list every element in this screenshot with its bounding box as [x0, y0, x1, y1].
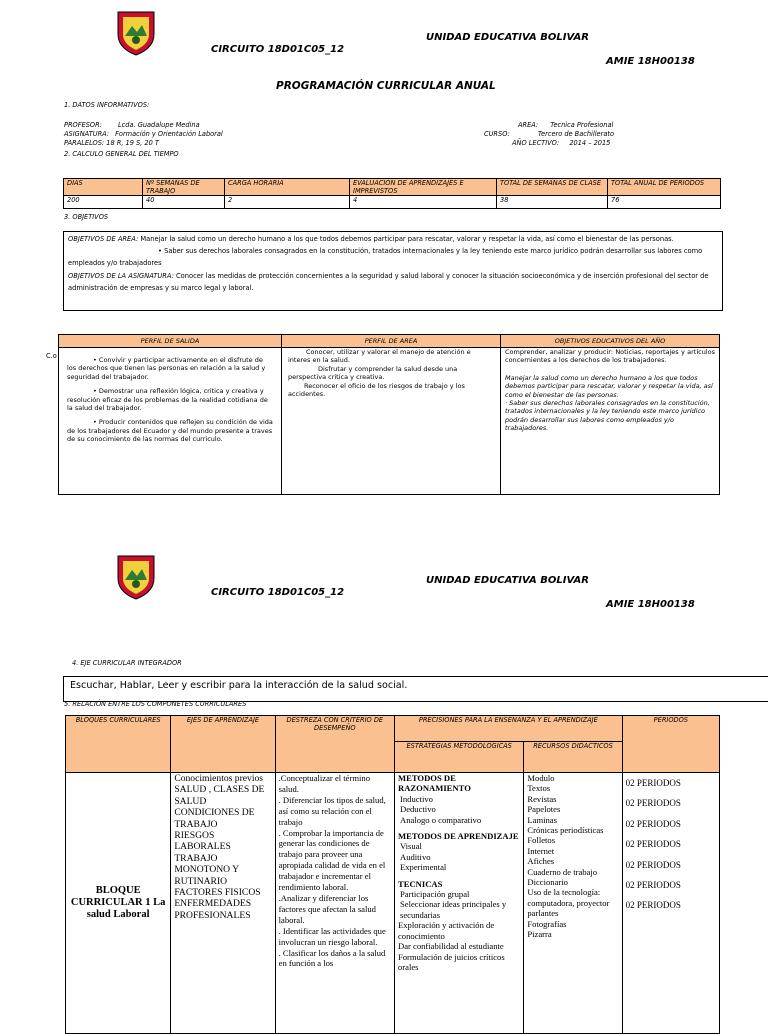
- perfil-area-item: Disfrutar y comprender la salud desde una perspectiva critica y creativa.: [288, 364, 458, 382]
- periodo-item: 02 PERIODOS: [625, 778, 681, 788]
- objetivos-content: [64, 232, 722, 295]
- destreza-cell: [275, 773, 394, 1034]
- perfil-header: PERFIL DE SALIDA: [59, 335, 282, 348]
- estrategia-item: Exploración y activación de conocimiento: [397, 920, 495, 941]
- estrategia-heading: TECNICAS: [397, 878, 443, 889]
- estrategia-item: Analogo o comparativo: [399, 814, 482, 825]
- section5-heading: 5. RELACIÓN ENTRE LOS COMPONETES CURRICULARES: [64, 700, 247, 708]
- bloques-header: BLOQUES CURRICULARES: [66, 716, 171, 773]
- periodo-item: 02 PERIODOS: [625, 798, 681, 809]
- componentes-table: [65, 715, 720, 1034]
- estrategia-item: Auditivo: [399, 851, 431, 862]
- tiempo-value: 38: [497, 196, 608, 209]
- eje-integrador-box: [63, 676, 768, 702]
- bloque-title: BLOQUE CURRICULAR 1 La salud Laboral: [70, 885, 166, 920]
- periodo-item: 02 PERIODOS: [625, 900, 681, 911]
- amie-code: AMIE 18H00138: [606, 56, 695, 67]
- estrategias-cell: [394, 773, 523, 1034]
- curso-value: Tercero de Bachillerato: [537, 130, 614, 138]
- destreza-item: . Clasificar los daños a la salud en función a los: [278, 947, 386, 969]
- section3-heading: 3. OBJETIVOS: [64, 213, 109, 221]
- curso-row: [484, 130, 614, 139]
- obj-asig-text: Conocer las medidas de protección concernientes a la seguridad y salud laboral y conocer la situación socioeconómica y de inserción profesional del sector de administración de empresas y su marco legal y laboral.: [68, 271, 709, 292]
- recurso-item: Cuaderno de trabajo: [527, 866, 598, 877]
- estrategias-header: ESTRATEGIAS METODOLOGICAS: [394, 742, 523, 773]
- school-crest-logo-2: [116, 554, 156, 600]
- tiempo-header: DIAS: [64, 179, 143, 196]
- side-mark: C.o: [46, 352, 57, 360]
- obj-area: [68, 233, 718, 245]
- perfil-objetivos-cell: [501, 348, 720, 495]
- recurso-item: Pizarra: [527, 929, 552, 940]
- eje-item: SALUD , CLASES DE SALUD: [174, 784, 265, 807]
- recurso-item: Fotografías: [527, 918, 567, 929]
- recurso-item: Modulo: [527, 773, 555, 783]
- tiempo-value: 200: [64, 196, 143, 209]
- estrategia-heading: METODOS DE RAZONAMIENTO: [397, 773, 471, 794]
- perfil-objetivo-2: Manejar la salud como un derecho humano a los que todos debemos participar para rescatar, valorar y respetar la vida, así como el bienestar de las personas.: [505, 373, 713, 399]
- estrategia-item: Experimental: [399, 862, 447, 873]
- section1-heading: 1. DATOS INFORMATIVOS:: [64, 101, 150, 109]
- perfil-salida-item: • Demostrar una reflexión lógica, critica y creativa y resolución eficaz de los problemas de la realidad cotidiana de la salud del trabajador.: [67, 387, 268, 413]
- recurso-item: Textos: [527, 783, 551, 794]
- ejes-cell: [171, 773, 275, 1034]
- tiempo-header: EVALUACIÓN DE APRENDIZAJES E IMPREVISTOS: [350, 179, 497, 196]
- tiempo-value: 76: [608, 196, 721, 209]
- precisiones-header: PRECISIONES PARA LA ENSEÑANZA Y EL APRENDIZAJE: [394, 716, 622, 742]
- estrategia-item: Inductivo: [399, 793, 433, 804]
- destreza-header: DESTREZA CON CRITERIO DE DESEMPEÑO: [275, 716, 394, 773]
- estrategia-item: Deductivo: [399, 804, 436, 815]
- obj-area-text2: • Saber sus derechos laborales consagrados en la constitución, tratados internacionales y la ley teniendo este marco jurídico podrán desarrollar sus labores como empleados y/o trabajadores: [68, 247, 703, 268]
- tiempo-header: TOTAL ANUAL DE PERIODOS: [608, 179, 721, 196]
- periodo-item: 02 PERIODOS: [625, 818, 681, 829]
- perfil-area-item: Conocer, utilizar y valorar el manejo de atención e interes en la salud.: [288, 348, 471, 365]
- estrategia-heading: METODOS DE APRENDIZAJE: [397, 831, 519, 842]
- perfil-objetivo-3: · Saber sus derechos laborales consagrados en la constitución, tratados internacionales y la ley teniendo este marco jurídico podrán desarrollar sus labores como empleados y/o trabajadores.: [505, 399, 710, 433]
- section4-heading: 4. EJE CURRICULAR INTEGRADOR: [72, 659, 182, 667]
- obj-asig-label: OBJETIVOS DE LA ASIGNATURA:: [68, 271, 174, 280]
- recurso-item: Uso de la tecnología: computadora, proyector parlantes: [527, 887, 610, 919]
- estrategias-list: [398, 773, 520, 972]
- profesor-value: Lcda. Guadalupe Medina: [118, 121, 200, 129]
- recurso-item: Folletos: [527, 835, 556, 846]
- perfil-salida-cell: [59, 348, 282, 495]
- lectivo-value: 2014 – 2015: [569, 139, 611, 147]
- estrategia-item: Visual: [399, 841, 422, 852]
- perfil-header: OBJETIVOS EDUCATIVOS DEL AÑO: [501, 335, 720, 348]
- periodos-header: PERIODOS: [622, 716, 719, 773]
- paralelos: PARALELOS: 18 R, 19 S, 20 T: [64, 139, 159, 147]
- estrategia-item: Participación grupal: [399, 889, 470, 900]
- tiempo-header: TOTAL DE SEMANAS DE CLASE: [497, 179, 608, 196]
- obj-area-label: OBJETIVOS DE AREA:: [68, 235, 139, 243]
- area-label: AREA:: [518, 121, 539, 129]
- tiempo-value: 2: [225, 196, 350, 209]
- destreza-item: . Comprobar la importancia de generar las condiciones de trabajo para proveer una apropiada calidad de vida en el trabajador e incrementar el rendimiento laboral.: [278, 827, 386, 893]
- tiempo-value: 40: [143, 196, 225, 209]
- eje-item: FACTORES FISICOS: [174, 887, 261, 899]
- school-name: UNIDAD EDUCATIVA BOLIVAR: [426, 32, 589, 43]
- periodo-item: 02 PERIODOS: [625, 859, 681, 870]
- lectivo-label: AÑO LECTIVO:: [512, 139, 560, 147]
- periodo-item: 02 PERIODOS: [625, 880, 681, 891]
- recurso-item: Revistas: [527, 793, 557, 804]
- profesor-row: [64, 121, 200, 130]
- obj-asig: [68, 270, 718, 294]
- page-title: PROGRAMACIÓN CURRICULAR ANUAL: [276, 80, 496, 92]
- eje-integrador-text: Escuchar, Hablar, Leer y escribir para la interacción de la salud social.: [70, 680, 408, 691]
- perfil-salida-item: • Convivir y participar activamente en el disfrute de los derechos que tienen las personas en relación a la salud y seguridad del trabajador.: [67, 356, 266, 381]
- amie-code-2: AMIE 18H00138: [606, 599, 695, 610]
- perfil-area-item: Reconocer el oficio de los riesgos de trabajo y los accidentes.: [288, 381, 465, 399]
- estrategia-item: Seleccionar ideas principales y secundarias: [399, 899, 507, 920]
- bloque-cell: [66, 773, 171, 1034]
- school-name-2: UNIDAD EDUCATIVA BOLIVAR: [426, 575, 589, 586]
- perfil-salida-item: • Producir contenidos que reflejen su condición de vida de los trabajadores del Ecuador y del mundo presente a traves de su conocimiento de las normas del curriculo.: [67, 418, 273, 444]
- asignatura-row: [64, 130, 223, 139]
- recursos-list: [527, 773, 618, 940]
- estrategia-item: Dar confiabilidad al estudiante: [397, 941, 504, 952]
- destreza-item: .Conceptualizar el término salud.: [278, 773, 371, 794]
- destreza-item: . Identificar las actividades que involucran un riesgo laboral.: [278, 925, 386, 947]
- eje-item: Conocimientos previos: [174, 773, 264, 784]
- obj-area-text: Manejar la salud como un derecho humano a los que todos debemos participar para rescatar, valorar y respetar la vida, así como el bienestar de las personas.: [138, 235, 674, 243]
- area-row: [518, 121, 613, 130]
- destreza-item: .Analizar y diferenciar los factores que afectan la salud laboral.: [278, 892, 376, 925]
- recurso-item: Internet: [527, 845, 555, 856]
- curso-label: CURSO:: [484, 130, 510, 138]
- recurso-item: Diccionario: [527, 877, 568, 888]
- periodos-cell: [622, 773, 719, 1034]
- recurso-item: Papelotes: [527, 804, 561, 815]
- recurso-item: Laminas: [527, 814, 557, 825]
- recursos-header: RECURSOS DIDACTICOS: [524, 742, 622, 773]
- asignatura-label: ASIGNATURA:: [64, 130, 110, 138]
- profesor-label: PROFESOR:: [64, 121, 102, 129]
- asignatura-value: Formación y Orientación Laboral: [115, 130, 223, 138]
- eje-item: TRABAJO MONOTONO Y RUTINARIO: [174, 852, 239, 887]
- ejes-header: EJES DE APRENDIZAJE: [171, 716, 275, 773]
- tiempo-table: [63, 178, 721, 209]
- perfil-header: PERFIL DE AREA: [282, 335, 501, 348]
- recurso-item: Crónicas periodísticas: [527, 825, 604, 836]
- area-value: Tecnica Profesional: [550, 121, 614, 129]
- circuito-code-2: CIRCUITO 18D01C05_12: [211, 587, 345, 598]
- school-crest-logo: [116, 10, 156, 56]
- periodos-list: [626, 773, 716, 916]
- lectivo-row: [512, 139, 610, 148]
- objetivos-box: [63, 231, 723, 311]
- perfil-table: [58, 334, 720, 495]
- estrategia-item: Formulación de juicios críticos orales: [397, 951, 505, 972]
- recursos-cell: [524, 773, 622, 1034]
- circuito-code: CIRCUITO 18D01C05_12: [211, 44, 345, 55]
- perfil-objetivo-1: Comprender, analizar y producir: Noticias, reportajes y artículos concernientes a los derechos de los trabajadores.: [505, 348, 715, 365]
- eje-item: RIESGOS LABORALES: [174, 830, 231, 853]
- tiempo-header: Nº SEMANAS DE TRABAJO: [143, 179, 225, 196]
- perfil-area-cell: [282, 348, 501, 495]
- periodo-item: 02 PERIODOS: [625, 839, 681, 850]
- section2-heading: 2. CALCULO GENERAL DEL TIEMPO: [64, 150, 179, 158]
- eje-item: CONDICIONES DE TRABAJO: [174, 807, 255, 830]
- destreza-item: . Diferenciar los tipos de salud, así como su relación con el trabajo: [278, 794, 386, 827]
- eje-item: ENFERMEDADES PROFESIONALES: [174, 898, 252, 921]
- tiempo-header: CARGA HORARIA: [225, 179, 350, 196]
- recurso-item: Afiches: [527, 856, 555, 867]
- tiempo-value: 4: [350, 196, 497, 209]
